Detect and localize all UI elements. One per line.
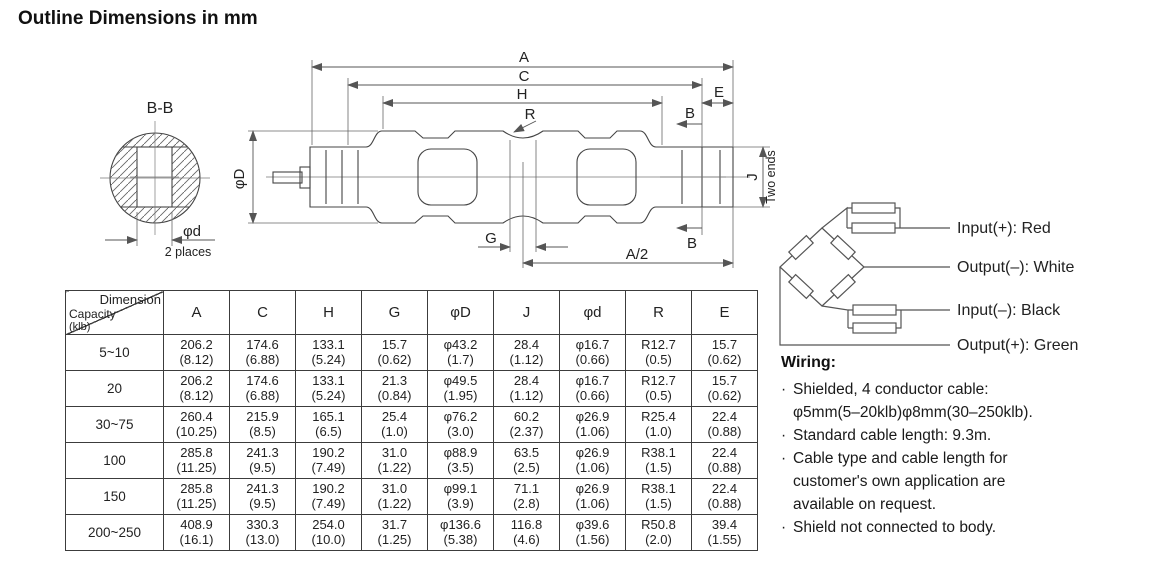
dimension-cell: 254.0 (10.0)	[296, 515, 362, 551]
dimension-cell: φ136.6 (5.38)	[428, 515, 494, 551]
dimension-cell: 31.7 (1.25)	[362, 515, 428, 551]
column-header: A	[164, 291, 230, 335]
table-row	[66, 335, 758, 371]
wiring-note-line: · Standard cable length: 9.3m.	[781, 424, 1146, 447]
dimension-cell: 133.1 (5.24)	[296, 371, 362, 407]
dim-C-label: C	[518, 68, 530, 85]
dimension-cell: 206.2 (8.12)	[164, 335, 230, 371]
dim-A-label: A	[518, 49, 530, 66]
wiring-notes	[781, 354, 1146, 539]
dimension-cell: φ76.2 (3.0)	[428, 407, 494, 443]
dim-B-top-label: B	[684, 105, 696, 122]
wire-label-output-plus: Output(+): Green	[957, 337, 1079, 354]
dimension-cell: 22.4 (0.88)	[692, 407, 758, 443]
dim-J-label: J	[744, 173, 761, 181]
dimension-cell: R12.7 (0.5)	[626, 335, 692, 371]
phi-d-label: φd	[182, 223, 202, 240]
capacity-cell: 20	[66, 371, 164, 407]
column-header: φD	[428, 291, 494, 335]
dimension-cell: 408.9 (16.1)	[164, 515, 230, 551]
dimension-cell: 60.2 (2.37)	[494, 407, 560, 443]
dimension-cell: 285.8 (11.25)	[164, 443, 230, 479]
table-row	[66, 407, 758, 443]
dimension-cell: 21.3 (0.84)	[362, 371, 428, 407]
compensation-resistors-bottom	[822, 305, 950, 333]
dimension-cell: φ16.7 (0.66)	[560, 335, 626, 371]
dimension-cell: φ26.9 (1.06)	[560, 407, 626, 443]
cable-stub	[273, 172, 302, 183]
bullet-icon: ·	[781, 450, 787, 467]
dim-A2-label: A/2	[625, 246, 649, 263]
dim-E-label: E	[713, 84, 725, 101]
dim-G-label: G	[485, 230, 497, 247]
dimension-cell: 116.8 (4.6)	[494, 515, 560, 551]
dimension-cell: R38.1 (1.5)	[626, 443, 692, 479]
wiring-note-line: φ5mm(5–20klb)φ8mm(30–250klb).	[793, 404, 1033, 421]
dimension-cell: φ26.9 (1.06)	[560, 479, 626, 515]
compensation-resistors-top	[822, 203, 950, 233]
dimension-cell: 241.3 (9.5)	[230, 479, 296, 515]
dimension-cell: 71.1 (2.8)	[494, 479, 560, 515]
column-header: C	[230, 291, 296, 335]
capacity-cell: 200~250	[66, 515, 164, 551]
capacity-cell: 30~75	[66, 407, 164, 443]
column-header: J	[494, 291, 560, 335]
places-label: 2 places	[164, 245, 212, 259]
corner-capacity-label: Capacity	[69, 307, 116, 321]
column-header: R	[626, 291, 692, 335]
wiring-heading: Wiring:	[781, 354, 836, 371]
wiring-note-line: · Shield not connected to body.	[781, 516, 1146, 539]
dimension-cell: 15.7 (0.62)	[692, 371, 758, 407]
corner-dimension-label: Dimension	[99, 292, 161, 307]
header-row	[66, 291, 758, 335]
dimension-cell: 330.3 (13.0)	[230, 515, 296, 551]
column-header: G	[362, 291, 428, 335]
dimension-cell: φ49.5 (1.95)	[428, 371, 494, 407]
dimension-cell: 174.6 (6.88)	[230, 371, 296, 407]
table-row	[66, 515, 758, 551]
dimension-cell: 285.8 (11.25)	[164, 479, 230, 515]
dimension-cell: R38.1 (1.5)	[626, 479, 692, 515]
dimension-cell: 31.0 (1.22)	[362, 443, 428, 479]
bullet-icon: ·	[781, 427, 787, 444]
dimension-cell: 215.9 (8.5)	[230, 407, 296, 443]
dimension-cell: 174.6 (6.88)	[230, 335, 296, 371]
two-ends-label: Two ends	[764, 150, 778, 204]
table-row	[66, 371, 758, 407]
bullet-icon: ·	[781, 381, 787, 398]
dim-H-label: H	[516, 86, 528, 103]
wire-label-input-plus: Input(+): Red	[957, 220, 1051, 237]
wiring-notes-list	[781, 378, 1146, 539]
wiring-note-line: customer's own application are	[793, 473, 1006, 490]
dimension-cell: φ16.7 (0.66)	[560, 371, 626, 407]
dimension-cell: φ99.1 (3.9)	[428, 479, 494, 515]
corner-cell	[66, 291, 164, 335]
dimension-cell: 190.2 (7.49)	[296, 443, 362, 479]
dimension-cell: φ43.2 (1.7)	[428, 335, 494, 371]
dimension-cell: φ88.9 (3.5)	[428, 443, 494, 479]
dimension-cell: 25.4 (1.0)	[362, 407, 428, 443]
wire-label-input-minus: Input(–): Black	[957, 302, 1061, 319]
dimension-cell: 165.1 (6.5)	[296, 407, 362, 443]
dimension-cell: 260.4 (10.25)	[164, 407, 230, 443]
dimension-cell: 241.3 (9.5)	[230, 443, 296, 479]
table-row	[66, 479, 758, 515]
section-label: B-B	[146, 100, 174, 117]
wiring-note-line: · Cable type and cable length for	[781, 447, 1146, 470]
dimension-cell: 28.4 (1.12)	[494, 335, 560, 371]
section-view-bb	[100, 100, 215, 259]
phi-D-label: φD	[231, 168, 248, 190]
wiring-note-line: available on request.	[793, 496, 937, 513]
table-row	[66, 443, 758, 479]
dimension-cell: 206.2 (8.12)	[164, 371, 230, 407]
corner-unit-label: (klb)	[69, 321, 91, 333]
dimension-cell: R12.7 (0.5)	[626, 371, 692, 407]
capacity-cell: 150	[66, 479, 164, 515]
dimension-cell: 39.4 (1.55)	[692, 515, 758, 551]
capacity-cell: 5~10	[66, 335, 164, 371]
dim-R-label: R	[524, 106, 536, 123]
dimension-cell: 133.1 (5.24)	[296, 335, 362, 371]
dimension-cell: R50.8 (2.0)	[626, 515, 692, 551]
wiring-note-line: · Shielded, 4 conductor cable:	[781, 378, 1146, 401]
dimension-cell: 22.4 (0.88)	[692, 443, 758, 479]
dimension-cell: 31.0 (1.22)	[362, 479, 428, 515]
wire-label-output-minus: Output(–): White	[957, 259, 1075, 276]
dimension-cell: 63.5 (2.5)	[494, 443, 560, 479]
column-header: E	[692, 291, 758, 335]
capacity-cell: 100	[66, 443, 164, 479]
dimension-cell: φ26.9 (1.06)	[560, 443, 626, 479]
dimension-cell: 190.2 (7.49)	[296, 479, 362, 515]
column-header: φd	[560, 291, 626, 335]
load-cell-side-view	[231, 49, 778, 268]
dimension-cell: 28.4 (1.12)	[494, 371, 560, 407]
column-header: H	[296, 291, 362, 335]
dimension-cell: R25.4 (1.0)	[626, 407, 692, 443]
outline-drawing	[80, 42, 780, 282]
dimension-cell: φ39.6 (1.56)	[560, 515, 626, 551]
dimension-cell: 15.7 (0.62)	[692, 335, 758, 371]
dimension-table	[65, 290, 758, 551]
dimension-cell: 22.4 (0.88)	[692, 479, 758, 515]
wheatstone-bridge	[780, 228, 864, 306]
page-title: Outline Dimensions in mm	[18, 8, 258, 29]
wiring-diagram	[770, 188, 1152, 360]
dimension-cell: 15.7 (0.62)	[362, 335, 428, 371]
dim-B-bottom-label: B	[686, 235, 698, 252]
bullet-icon: ·	[781, 519, 787, 536]
